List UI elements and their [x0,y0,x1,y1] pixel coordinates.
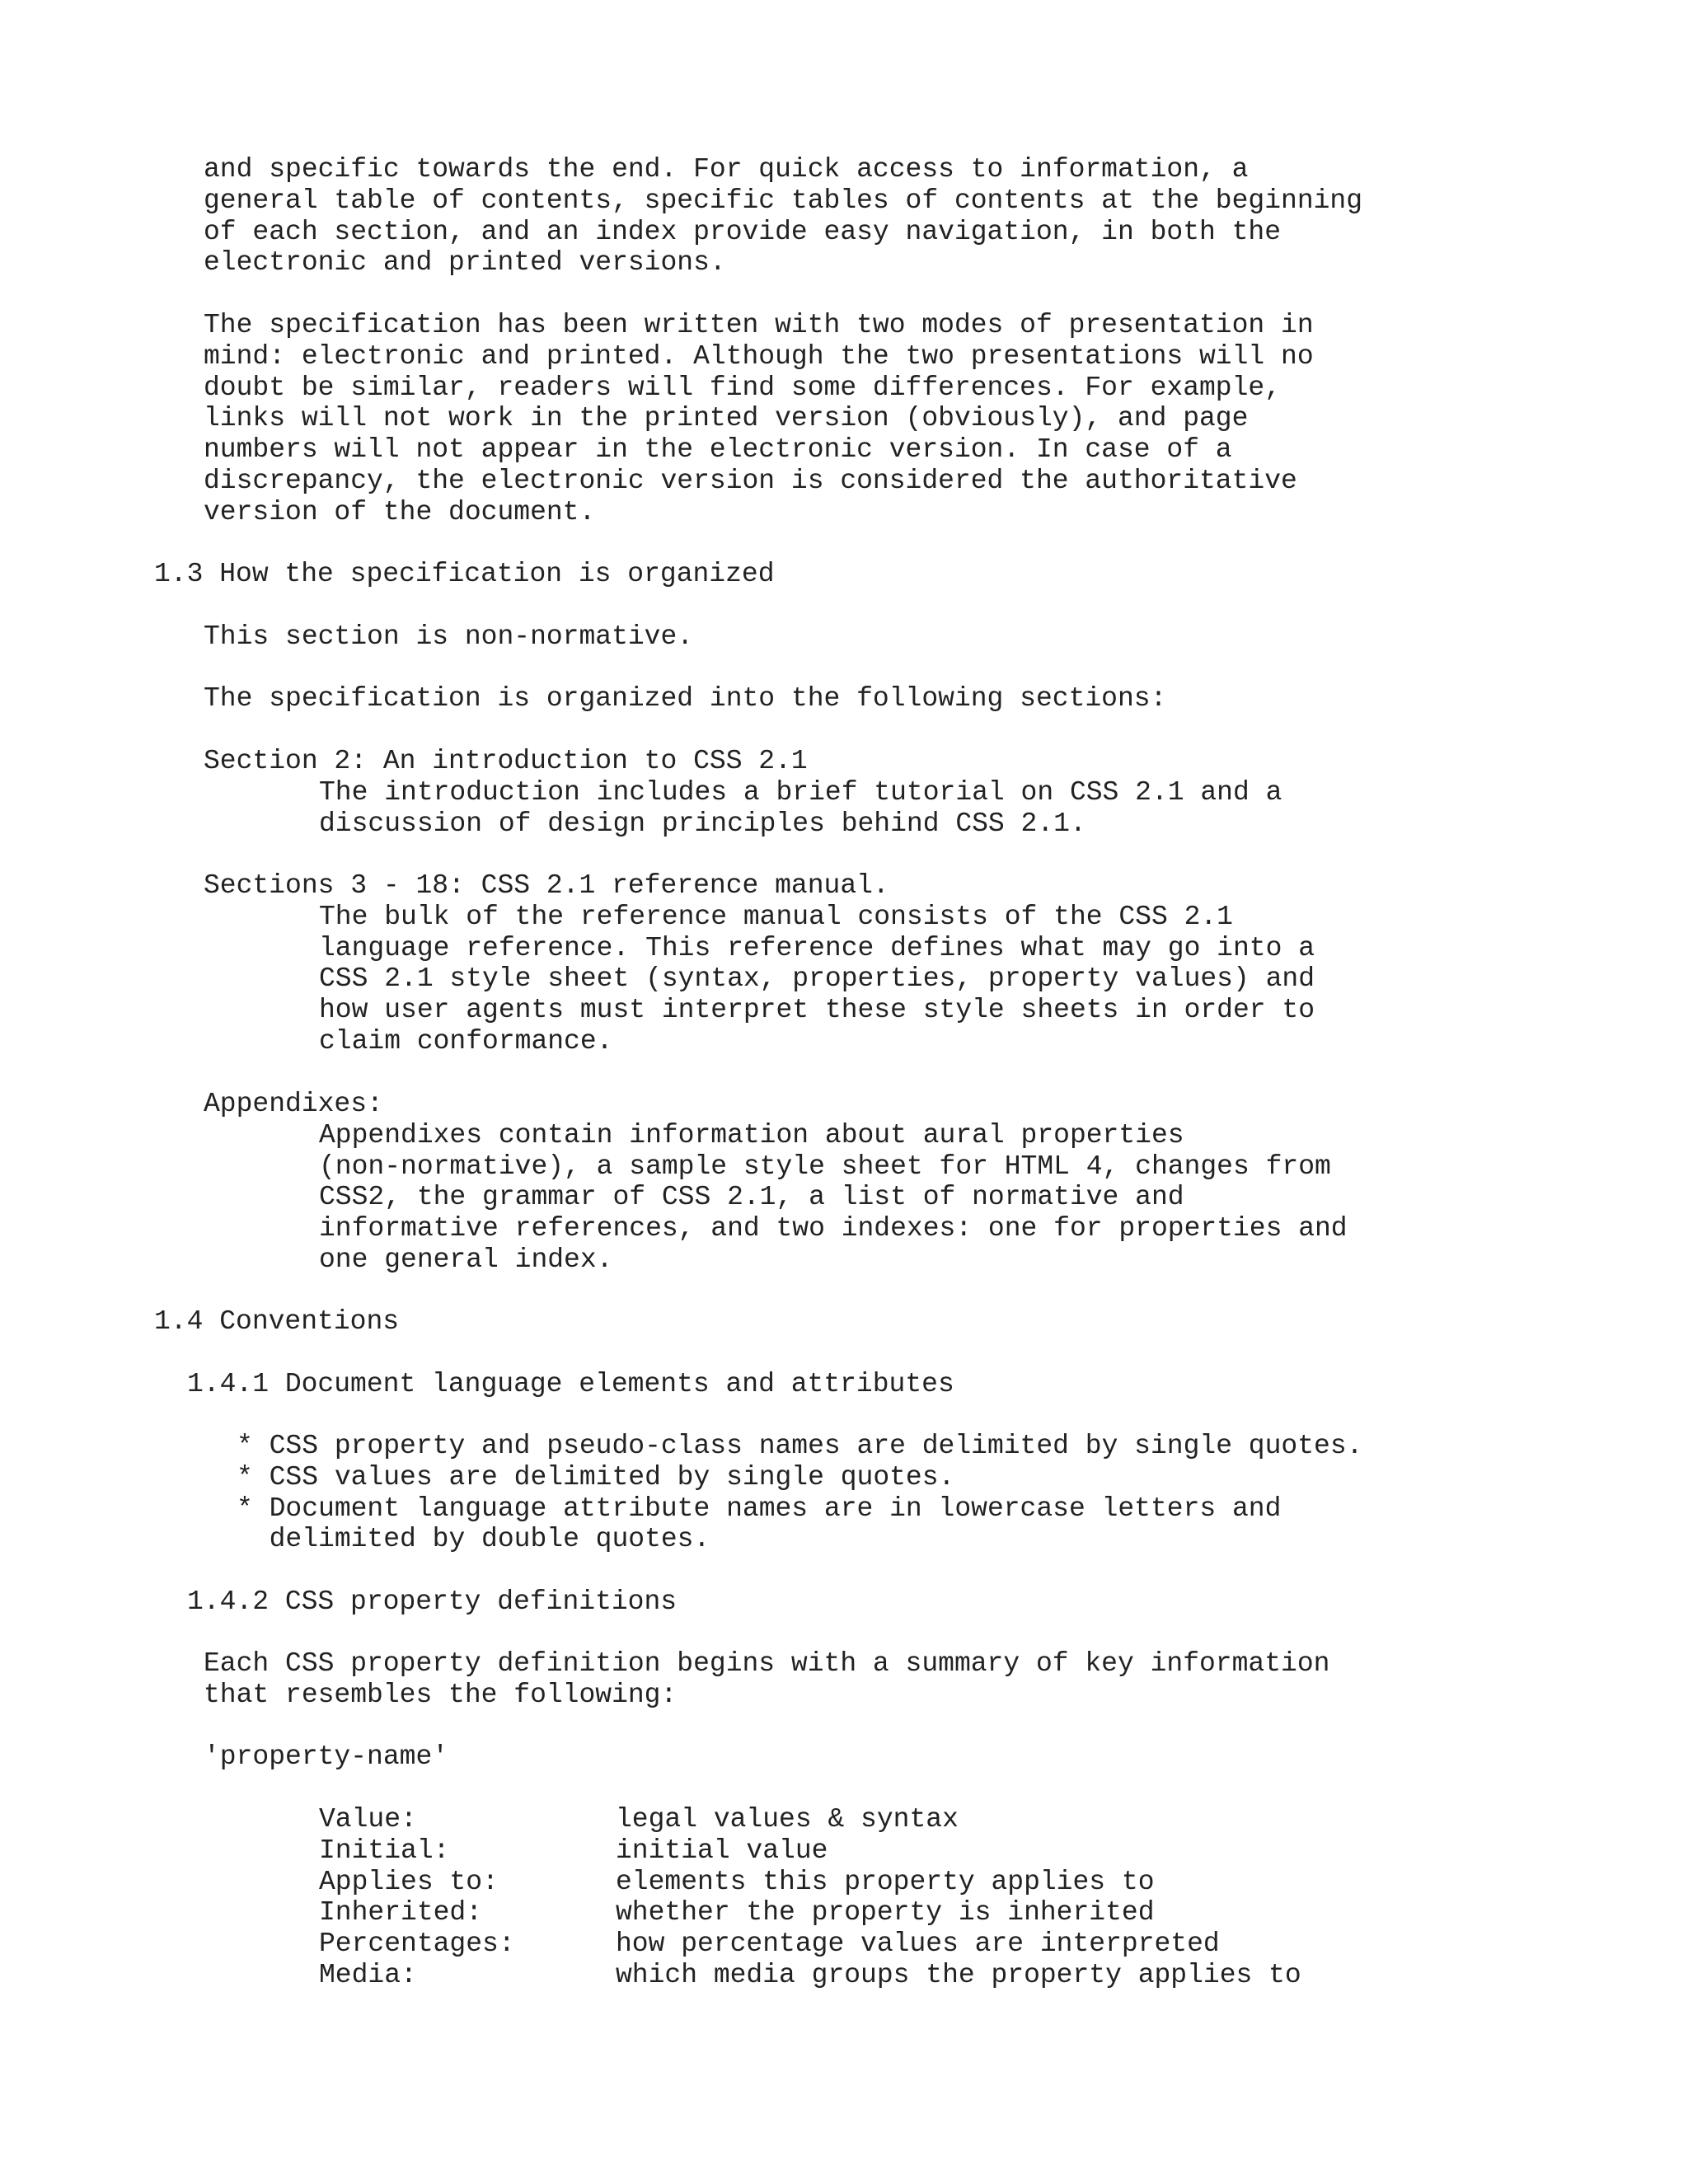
definition-description: discussion of design principles behind CSS 2.1. [319,808,1086,839]
definition-value: whether the property is inherited [616,1897,1155,1929]
definition-value: elements this property applies to [616,1866,1155,1897]
definition-label: Media: [319,1960,417,1990]
subsection-heading: 1.4.1 Document language elements and attributes [187,1369,954,1399]
intro-line: general table of contents, specific tables of contents at the beginning [204,185,1363,216]
section-intro: The specification is organized into the following sections: [204,683,1167,714]
presentation-line: version of the document. [204,496,596,527]
intro-line: of each section, and an index provide easy navigation, in both the [204,216,1282,247]
definition-description: one general index. [319,1244,613,1275]
presentation-line: links will not work in the printed version (obviously), and page [204,403,1249,434]
property-name: 'property-name' [204,1741,449,1772]
presentation-line: doubt be similar, readers will find some differences. For example, [204,372,1282,403]
definition-label: Inherited: [319,1897,483,1929]
intro-line: electronic and printed versions. [204,247,726,279]
definition-label: Percentages: [319,1929,515,1960]
definition-value: legal values & syntax [616,1804,959,1835]
definition-value: initial value [616,1835,828,1866]
section-heading: 1.4 Conventions [154,1306,400,1337]
definition-description: CSS 2.1 style sheet (syntax, properties, property values) and [319,963,1315,995]
definition-description: language reference. This reference defines what may go into a [319,932,1315,963]
list-item: delimited by double quotes. [237,1524,710,1555]
presentation-line: The specification has been written with two modes of presentation in [204,310,1314,340]
definition-term: Appendixes: [204,1089,383,1119]
definition-description: The bulk of the reference manual consists of the CSS 2.1 [319,901,1233,932]
list-item: * CSS values are delimited by single quotes. [237,1461,955,1493]
presentation-line: mind: electronic and printed. Although the two presentations will no [204,340,1314,372]
definition-description: claim conformance. [319,1026,613,1057]
definition-description: (non-normative), a sample style sheet for HTML 4, changes from [319,1151,1331,1182]
definition-description: how user agents must interpret these style sheets in order to [319,995,1315,1026]
definition-term: Section 2: An introduction to CSS 2.1 [204,746,808,776]
definition-value: how percentage values are interpreted [616,1929,1220,1960]
non-normative-note: This section is non-normative. [204,621,694,652]
definition-label: Value: [319,1804,417,1835]
definition-term: Sections 3 - 18: CSS 2.1 reference manual. [204,870,889,901]
list-item: * CSS property and pseudo-class names are delimited by single quotes. [237,1431,1363,1461]
section-heading: 1.3 How the specification is organized [154,559,775,589]
presentation-line: discrepancy, the electronic version is considered the authoritative [204,466,1297,496]
definition-value: which media groups the property applies to [616,1960,1301,1990]
list-item: * Document language attribute names are in lowercase letters and [237,1493,1282,1524]
subsection-intro-line: that resembles the following: [204,1679,678,1710]
presentation-line: numbers will not appear in the electronic version. In case of a [204,434,1232,466]
definition-description: CSS2, the grammar of CSS 2.1, a list of normative and [319,1182,1184,1213]
definition-label: Applies to: [319,1866,499,1897]
intro-line: and specific towards the end. For quick access to information, a [204,154,1249,185]
definition-description: informative references, and two indexes: one for properties and [319,1213,1348,1244]
definition-description: Appendixes contain information about aural properties [319,1119,1184,1151]
subsection-intro-line: Each CSS property definition begins with a summary of key information [204,1648,1330,1679]
definition-description: The introduction includes a brief tutorial on CSS 2.1 and a [319,776,1282,808]
definition-label: Initial: [319,1835,450,1866]
subsection-heading: 1.4.2 CSS property definitions [187,1586,678,1617]
